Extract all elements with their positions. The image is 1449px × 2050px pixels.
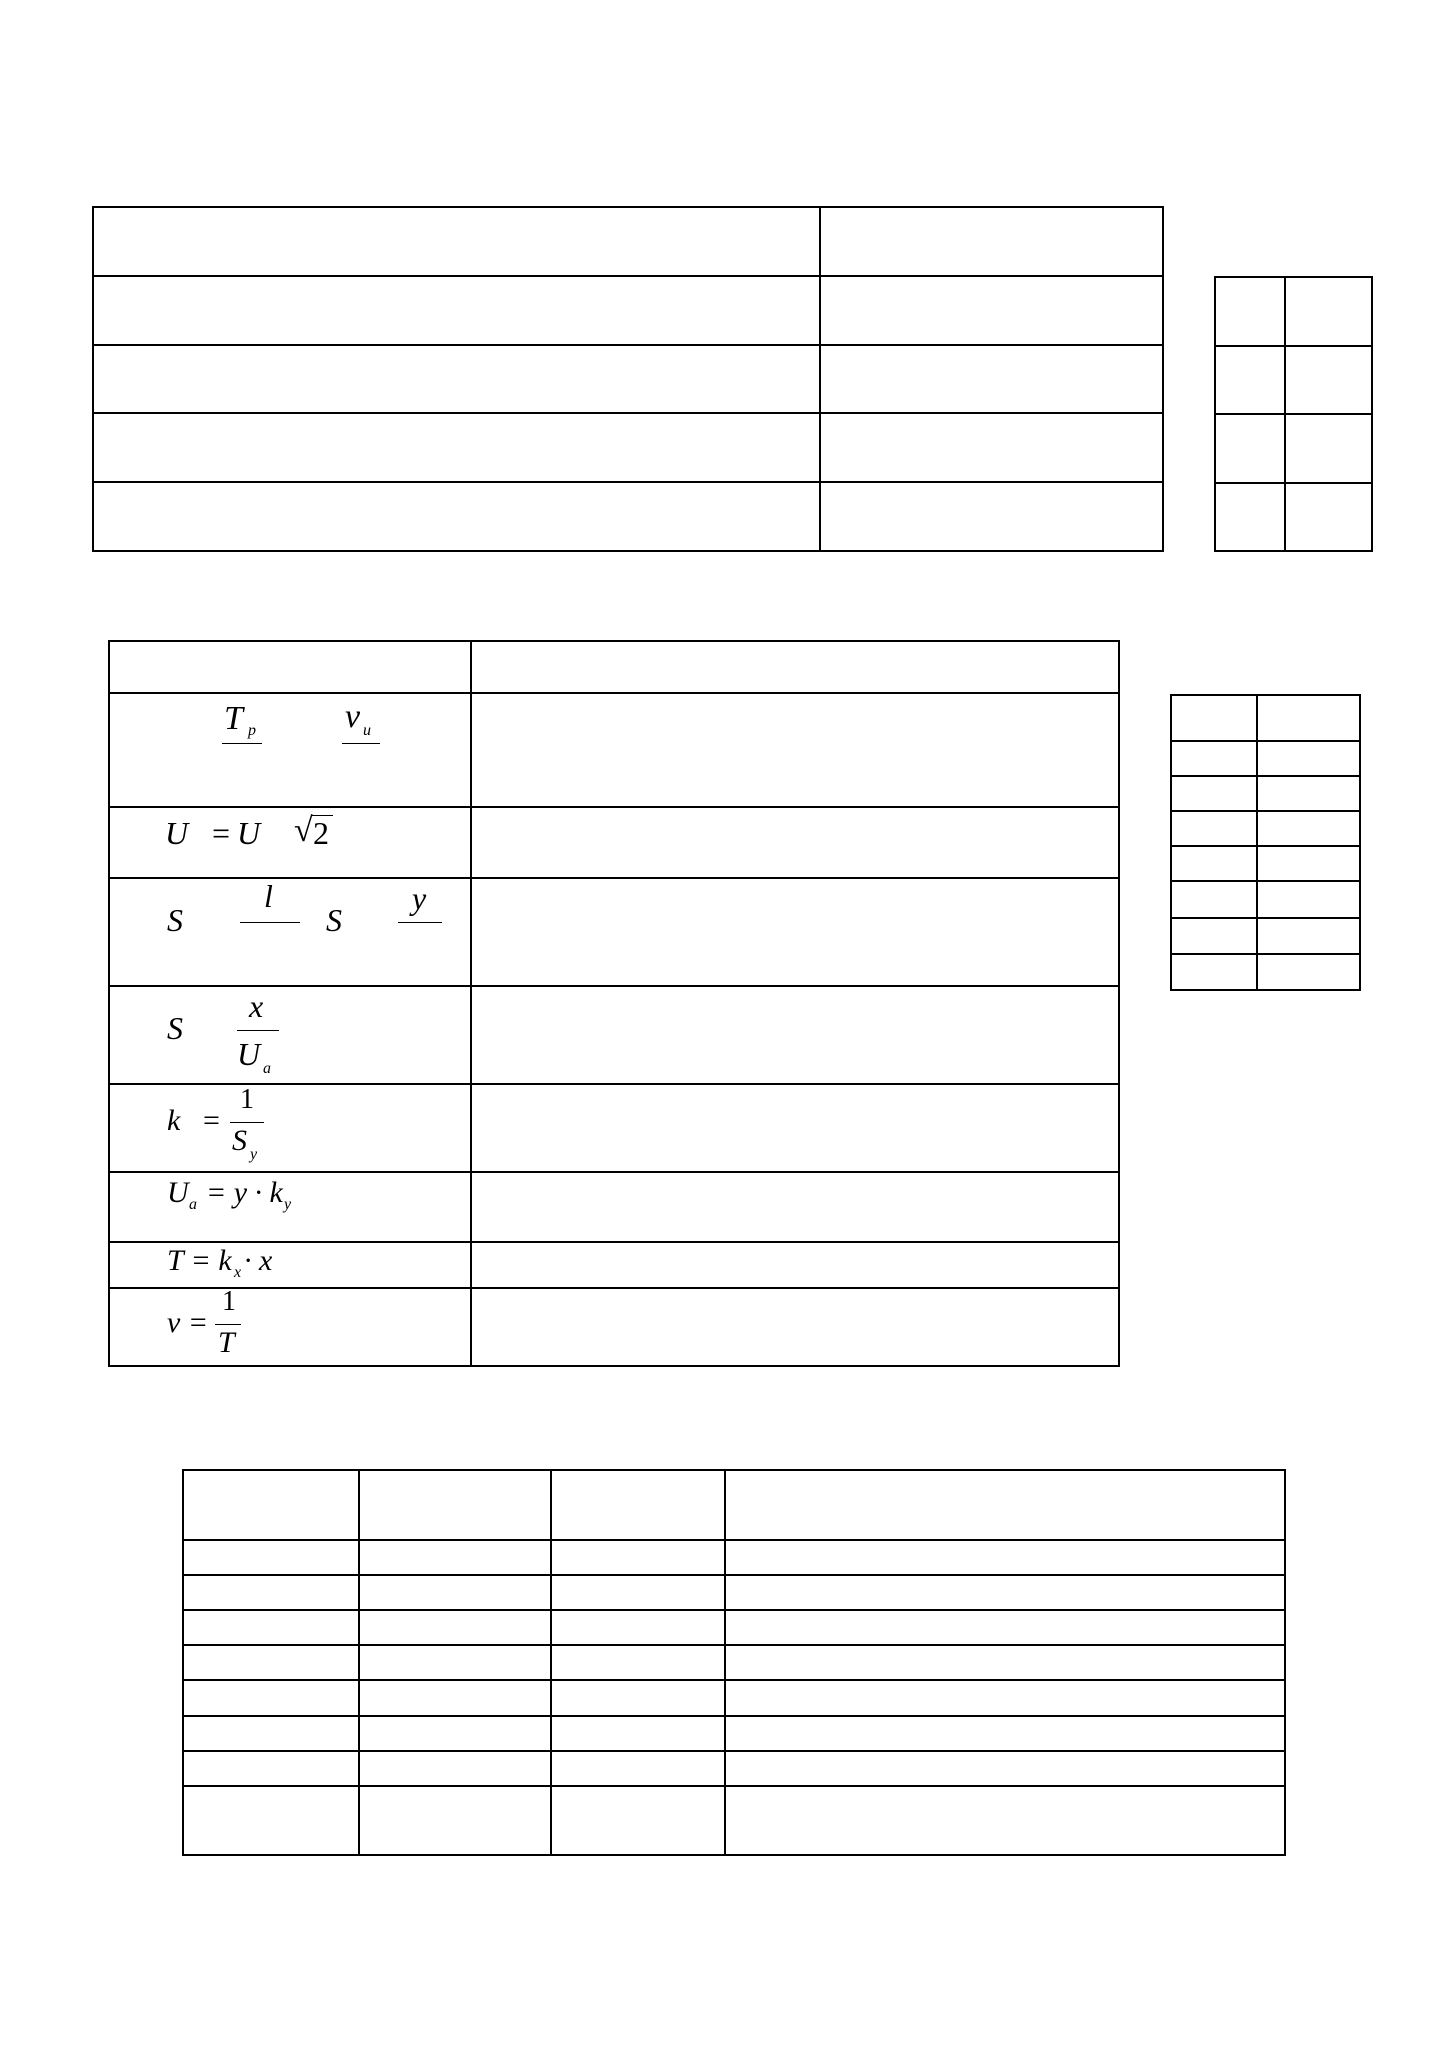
table-cell: [1215, 414, 1285, 483]
table-cell: [1285, 346, 1372, 415]
table-cell: [820, 482, 1163, 551]
table-cell: [471, 641, 1119, 693]
table-cell: [1215, 277, 1285, 346]
formula-symbol-k: k: [167, 1104, 181, 1137]
table-row: [183, 1575, 1285, 1610]
table-cell: [93, 413, 820, 482]
table-cell: [359, 1716, 551, 1751]
table-cell: [471, 693, 1119, 807]
table-cell: [551, 1575, 725, 1610]
table-cell: [109, 641, 471, 693]
table-cell: [725, 1680, 1285, 1715]
formula-symbol-U: U: [165, 815, 189, 851]
formula-denominator: S: [232, 1124, 247, 1157]
formula-cell-4: [109, 986, 471, 1084]
table-row: [109, 641, 1119, 693]
table-cell: [183, 1645, 359, 1680]
formula-numerator: 1: [240, 1084, 254, 1115]
fraction-line: [215, 1324, 241, 1325]
table-row: [109, 1084, 1119, 1172]
table-cell: [1285, 483, 1372, 552]
table-cell: [183, 1575, 359, 1610]
table-cell: [725, 1575, 1285, 1610]
table-row: [1171, 846, 1360, 881]
table-cell: [471, 1242, 1119, 1288]
formula-lhs: ν =: [167, 1306, 209, 1339]
table-row: [93, 345, 1163, 414]
table-cell: [725, 1470, 1285, 1540]
table-row: [93, 413, 1163, 482]
table-cell: [1257, 954, 1360, 990]
formula-symbol-U: U: [237, 815, 261, 851]
table-cell: [551, 1680, 725, 1715]
table-cell: [183, 1540, 359, 1575]
table-cell: [725, 1716, 1285, 1751]
table-row: [1171, 918, 1360, 954]
fraction-line: [398, 922, 442, 923]
table-cell: [471, 1084, 1119, 1172]
fraction-line: [230, 1122, 264, 1123]
table-row: [183, 1645, 1285, 1680]
formula-equals: =: [212, 815, 231, 851]
formula-symbol-y: y: [412, 880, 427, 916]
table-cell: [1171, 881, 1257, 918]
table-row: [109, 878, 1119, 986]
table-cell: [1171, 741, 1257, 776]
table-cell: [1171, 954, 1257, 990]
table-cell: [471, 878, 1119, 986]
table-cell: [183, 1751, 359, 1786]
table-cell: [551, 1716, 725, 1751]
table-bottom: [182, 1469, 1286, 1856]
table-cell: [820, 276, 1163, 345]
table-cell: [1215, 346, 1285, 415]
table-cell: [93, 276, 820, 345]
table-row: [1215, 414, 1372, 483]
table-cell: [725, 1540, 1285, 1575]
formula-denominator: T: [218, 1326, 235, 1359]
table-cell: [725, 1751, 1285, 1786]
table-row: [183, 1680, 1285, 1715]
formula-cell-7: [109, 1242, 471, 1288]
formula-subscript: a: [263, 1060, 271, 1077]
table-cell: [471, 1288, 1119, 1366]
table-cell: [820, 207, 1163, 276]
formula-subscript: y: [250, 1146, 258, 1163]
formula-symbol-U: U: [167, 1176, 189, 1209]
table-cell: [1171, 918, 1257, 954]
fraction-line: [240, 922, 300, 923]
table-cell: [725, 1645, 1285, 1680]
table-cell: [359, 1680, 551, 1715]
table-middle-right: [1170, 694, 1361, 991]
table-cell: [183, 1610, 359, 1645]
formula-numerator: 1: [222, 1286, 236, 1317]
table-row: [1171, 695, 1360, 741]
table-cell: [1257, 918, 1360, 954]
table-row: [183, 1610, 1285, 1645]
table-cell: [1257, 846, 1360, 881]
table-cell: [1171, 811, 1257, 846]
table-cell: [1257, 881, 1360, 918]
table-row: [1215, 483, 1372, 552]
table-cell: [471, 1172, 1119, 1242]
table-row: [109, 693, 1119, 807]
formula-subscript: p: [248, 722, 256, 739]
table-cell: [359, 1786, 551, 1855]
formula-subscript: a: [189, 1196, 197, 1213]
table-cell: [820, 413, 1163, 482]
table-cell: [1257, 776, 1360, 811]
table-cell: [551, 1645, 725, 1680]
table-cell: [93, 207, 820, 276]
table-row: [1171, 776, 1360, 811]
formula-sqrt: √: [294, 812, 313, 849]
fraction-line: [237, 1030, 279, 1031]
table-row: [183, 1470, 1285, 1540]
table-cell: [551, 1751, 725, 1786]
table-cell: [725, 1610, 1285, 1645]
table-cell: [1257, 695, 1360, 741]
table-row: [1215, 277, 1372, 346]
table-row: [183, 1716, 1285, 1751]
table-cell: [1257, 741, 1360, 776]
table-cell: [551, 1470, 725, 1540]
table-cell: [1171, 695, 1257, 741]
fraction-line: [222, 743, 262, 744]
formula-symbol-nu: ν: [345, 698, 361, 735]
table-cell: [359, 1751, 551, 1786]
table-row: [93, 207, 1163, 276]
table-cell: [1171, 776, 1257, 811]
formula-symbol-l: l: [264, 878, 273, 914]
table-cell: [725, 1786, 1285, 1855]
formula-subscript: x: [234, 1264, 242, 1281]
table-cell: [359, 1540, 551, 1575]
table-top-right: [1214, 276, 1373, 552]
table-row: [1171, 811, 1360, 846]
formula-symbol-S: S: [167, 902, 183, 938]
fraction-line: [342, 743, 380, 744]
table-cell: [820, 345, 1163, 414]
table-cell: [1285, 277, 1372, 346]
table-cell: [93, 345, 820, 414]
table-row: [1171, 741, 1360, 776]
table-cell: [1257, 811, 1360, 846]
formula-rest: · x: [244, 1244, 273, 1277]
table-cell: [471, 986, 1119, 1084]
table-row: [109, 807, 1119, 878]
table-cell: [183, 1786, 359, 1855]
formula-numerator: x: [249, 988, 264, 1024]
table-row: [183, 1540, 1285, 1575]
formula-denominator: U: [237, 1036, 261, 1072]
table-cell: [471, 807, 1119, 878]
formula-cell-5: [109, 1084, 471, 1172]
table-cell: [551, 1786, 725, 1855]
formula-number: 2: [313, 815, 329, 851]
table-cell: [551, 1540, 725, 1575]
table-row: [183, 1751, 1285, 1786]
table-row: [93, 276, 1163, 345]
table-cell: [183, 1716, 359, 1751]
formula-subscript: y: [284, 1196, 292, 1213]
formula-symbol-S: S: [167, 1010, 183, 1046]
table-cell: [1285, 414, 1372, 483]
formula-cell-2: [109, 807, 471, 878]
table-cell: [183, 1680, 359, 1715]
table-row: [183, 1786, 1285, 1855]
table-row: [1171, 954, 1360, 990]
table-row: [93, 482, 1163, 551]
formula-cell-8: [109, 1288, 471, 1366]
table-cell: [93, 482, 820, 551]
table-cell: [359, 1575, 551, 1610]
formula-equals: =: [203, 1104, 220, 1137]
table-cell: [359, 1645, 551, 1680]
table-row: [1215, 346, 1372, 415]
table-cell: [1171, 846, 1257, 881]
table-row: [1171, 881, 1360, 918]
table-cell: [1215, 483, 1285, 552]
formula-lhs: T = k: [167, 1244, 232, 1277]
formula-symbol-S: S: [326, 902, 342, 938]
table-top-left: [92, 206, 1164, 552]
table-cell: [359, 1470, 551, 1540]
table-cell: [359, 1610, 551, 1645]
table-row: [109, 1288, 1119, 1366]
formula-rest: = y · k: [206, 1176, 283, 1209]
formula-subscript: u: [363, 722, 371, 739]
formula-symbol-T: T: [224, 700, 243, 737]
table-cell: [183, 1470, 359, 1540]
formula-cell-1: [109, 693, 471, 807]
table-cell: [551, 1610, 725, 1645]
